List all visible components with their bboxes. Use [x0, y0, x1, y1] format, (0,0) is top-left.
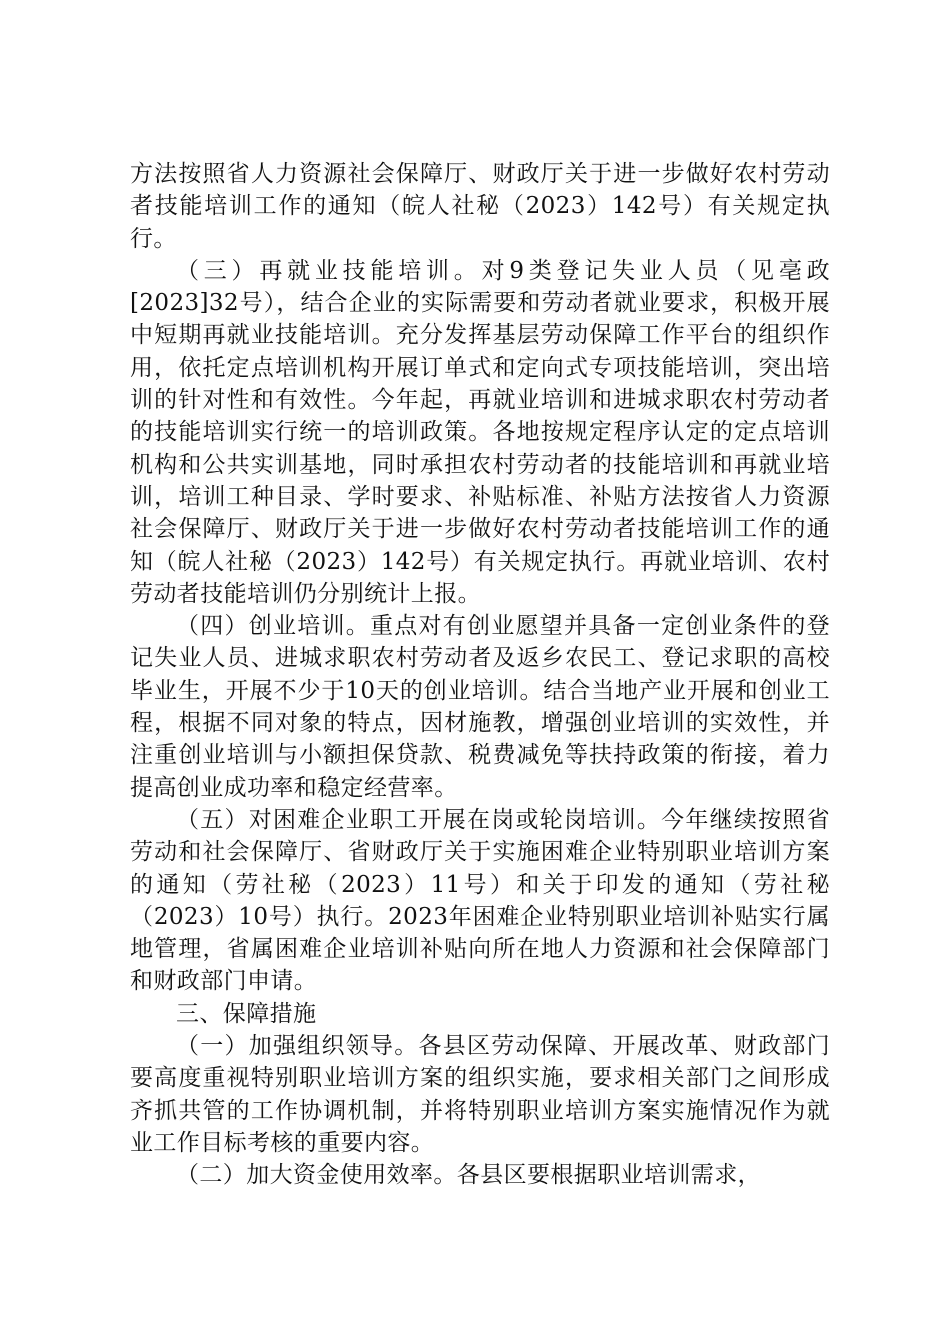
paragraph-enterprise-staff-training: （五）对困难企业职工开展在岗或轮岗培训。今年继续按照省劳动和社会保障厅、省财政厅关于实施困难企业特别职业培训方案的通知（劳社秘（2023）11号）和关于印发的通知（劳社秘（2023）10号）执行。2023年困难企业特别职业培训补贴实行属地管理，省属困难企业培训补贴向所在地人力资源和社会保障部门和财政部门申请。: [130, 806, 830, 995]
document-body: [130, 158, 830, 1192]
paragraph-organization-leadership: （一）加强组织领导。各县区劳动保障、开展改革、财政部门要高度重视特别职业培训方案的组织实施，要求相关部门之间形成齐抓共管的工作协调机制，并将特别职业培训方案实施情况作为就业工作目标考核的重要内容。: [130, 1033, 830, 1156]
section-heading-safeguards: 三、保障措施: [176, 1000, 317, 1027]
paragraph-fund-efficiency: （二）加大资金使用效率。各县区要根据职业培训需求，: [176, 1162, 761, 1189]
paragraph-reemployment-training: （三）再就业技能培训。对9类登记失业人员（见亳政[2023]32号），结合企业的实际需要和劳动者就业要求，积极开展中短期再就业技能培训。充分发挥基层劳动保障工作平台的组织作用，依托定点培训机构开展订单式和定向式专项技能培训，突出培训的针对性和有效性。今年起，再就业培训和进城求职农村劳动者的技能培训实行统一的培训政策。各地按规定程序认定的定点培训机构和公共实训基地，同时承担农村劳动者的技能培训和再就业培训，培训工种目录、学时要求、补贴标准、补贴方法按省人力资源社会保障厅、财政厅关于进一步做好农村劳动者技能培训工作的通知（皖人社秘（2023）142号）有关规定执行。再就业培训、农村劳动者技能培训仍分别统计上报。: [130, 257, 830, 607]
paragraph-entrepreneurship-training: （四）创业培训。重点对有创业愿望并具备一定创业条件的登记失业人员、进城求职农村劳动者及返乡农民工、登记求职的高校毕业生，开展不少于10天的创业培训。结合当地产业开展和创业工程，根据不同对象的特点，因材施教，增强创业培训的实效性，并注重创业培训与小额担保贷款、税费减免等扶持政策的衔接，着力提高创业成功率和稳定经营率。: [130, 613, 830, 801]
paragraph-continuation: 方法按照省人力资源社会保障厅、财政厅关于进一步做好农村劳动者技能培训工作的通知（皖人社秘（2023）142号）有关规定执行。: [130, 161, 830, 252]
